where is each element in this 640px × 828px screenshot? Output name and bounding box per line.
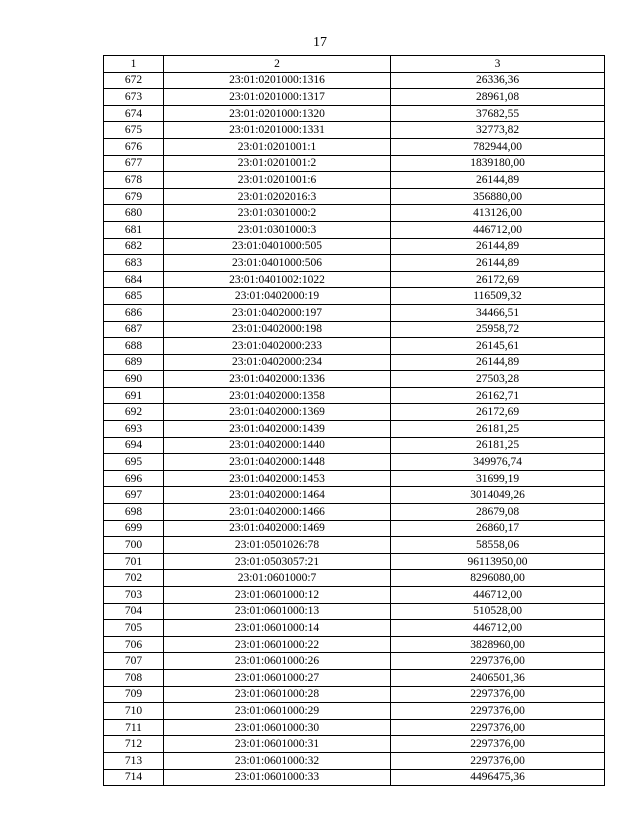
- value-cell: 3014049,26: [391, 487, 605, 504]
- cadastral-number-cell: 23:01:0601000:30: [164, 719, 391, 736]
- value-cell: 26144,89: [391, 354, 605, 371]
- value-cell: 2297376,00: [391, 752, 605, 769]
- value-cell: 2297376,00: [391, 653, 605, 670]
- table-row: [104, 603, 605, 620]
- value-cell: 26172,69: [391, 271, 605, 288]
- cadastral-number-cell: 23:01:0402000:234: [164, 354, 391, 371]
- table-row: [104, 371, 605, 388]
- row-number-cell: 680: [104, 205, 164, 222]
- row-number-cell: 710: [104, 703, 164, 720]
- row-number-cell: 692: [104, 404, 164, 421]
- value-cell: 27503,28: [391, 371, 605, 388]
- value-cell: 26860,17: [391, 520, 605, 537]
- cadastral-number-cell: 23:01:0402000:19: [164, 288, 391, 305]
- value-cell: 26336,36: [391, 72, 605, 89]
- table-row: [104, 570, 605, 587]
- value-cell: 446712,00: [391, 620, 605, 637]
- cadastral-number-cell: 23:01:0201001:6: [164, 172, 391, 189]
- cadastral-number-cell: 23:01:0402000:1453: [164, 470, 391, 487]
- value-cell: 8296080,00: [391, 570, 605, 587]
- row-number-cell: 712: [104, 736, 164, 753]
- value-cell: 25958,72: [391, 321, 605, 338]
- cadastral-value-table: [103, 55, 605, 786]
- row-number-cell: 679: [104, 188, 164, 205]
- cadastral-number-cell: 23:01:0402000:1464: [164, 487, 391, 504]
- table-row: [104, 421, 605, 438]
- table-row: [104, 321, 605, 338]
- table-row: [104, 620, 605, 637]
- table-row: [104, 288, 605, 305]
- table-row: [104, 669, 605, 686]
- row-number-cell: 676: [104, 138, 164, 155]
- value-cell: 413126,00: [391, 205, 605, 222]
- value-cell: 26162,71: [391, 387, 605, 404]
- row-number-cell: 695: [104, 454, 164, 471]
- column-header-3: 3: [391, 56, 605, 73]
- value-cell: 1839180,00: [391, 155, 605, 172]
- table-row: [104, 354, 605, 371]
- cadastral-number-cell: 23:01:0201000:1320: [164, 105, 391, 122]
- row-number-cell: 709: [104, 686, 164, 703]
- row-number-cell: 708: [104, 669, 164, 686]
- cadastral-number-cell: 23:01:0601000:31: [164, 736, 391, 753]
- cadastral-number-cell: 23:01:0301000:3: [164, 221, 391, 238]
- table-row: [104, 487, 605, 504]
- cadastral-number-cell: 23:01:0501026:78: [164, 537, 391, 554]
- row-number-cell: 713: [104, 752, 164, 769]
- value-cell: 2297376,00: [391, 686, 605, 703]
- row-number-cell: 704: [104, 603, 164, 620]
- table-row: [104, 155, 605, 172]
- table-row: [104, 454, 605, 471]
- row-number-cell: 700: [104, 537, 164, 554]
- value-cell: 26145,61: [391, 338, 605, 355]
- value-cell: 26144,89: [391, 172, 605, 189]
- cadastral-number-cell: 23:01:0601000:22: [164, 636, 391, 653]
- value-cell: 31699,19: [391, 470, 605, 487]
- value-cell: 32773,82: [391, 122, 605, 139]
- cadastral-number-cell: 23:01:0402000:1439: [164, 421, 391, 438]
- table-row: [104, 255, 605, 272]
- table-header: [104, 56, 605, 73]
- cadastral-number-cell: 23:01:0402000:1358: [164, 387, 391, 404]
- table-row: [104, 188, 605, 205]
- cadastral-number-cell: 23:01:0201001:2: [164, 155, 391, 172]
- value-cell: 2406501,36: [391, 669, 605, 686]
- table-row: [104, 138, 605, 155]
- row-number-cell: 690: [104, 371, 164, 388]
- page-number: 17: [313, 35, 327, 50]
- table-row: [104, 105, 605, 122]
- value-cell: 96113950,00: [391, 553, 605, 570]
- table-body: [104, 72, 605, 786]
- cadastral-number-cell: 23:01:0601000:28: [164, 686, 391, 703]
- value-cell: 446712,00: [391, 587, 605, 604]
- cadastral-number-cell: 23:01:0402000:233: [164, 338, 391, 355]
- row-number-cell: 702: [104, 570, 164, 587]
- row-number-cell: 684: [104, 271, 164, 288]
- cadastral-number-cell: 23:01:0401000:505: [164, 238, 391, 255]
- value-cell: 2297376,00: [391, 736, 605, 753]
- value-cell: 37682,55: [391, 105, 605, 122]
- row-number-cell: 683: [104, 255, 164, 272]
- cadastral-number-cell: 23:01:0401000:506: [164, 255, 391, 272]
- cadastral-number-cell: 23:01:0402000:197: [164, 304, 391, 321]
- value-cell: 782944,00: [391, 138, 605, 155]
- value-cell: 116509,32: [391, 288, 605, 305]
- table-row: [104, 172, 605, 189]
- table-row: [104, 769, 605, 786]
- cadastral-number-cell: 23:01:0201000:1316: [164, 72, 391, 89]
- cadastral-number-cell: 23:01:0402000:1469: [164, 520, 391, 537]
- table-row: [104, 587, 605, 604]
- table-row: [104, 205, 605, 222]
- cadastral-number-cell: 23:01:0601000:12: [164, 587, 391, 604]
- row-number-cell: 693: [104, 421, 164, 438]
- row-number-cell: 714: [104, 769, 164, 786]
- cadastral-number-cell: 23:01:0601000:13: [164, 603, 391, 620]
- row-number-cell: 685: [104, 288, 164, 305]
- cadastral-number-cell: 23:01:0201001:1: [164, 138, 391, 155]
- table-row: [104, 271, 605, 288]
- table-row: [104, 703, 605, 720]
- cadastral-number-cell: 23:01:0401002:1022: [164, 271, 391, 288]
- row-number-cell: 688: [104, 338, 164, 355]
- table-row: [104, 221, 605, 238]
- table-row: [104, 636, 605, 653]
- value-cell: 356880,00: [391, 188, 605, 205]
- cadastral-number-cell: 23:01:0601000:7: [164, 570, 391, 587]
- column-header-2: 2: [164, 56, 391, 73]
- row-number-cell: 696: [104, 470, 164, 487]
- cadastral-number-cell: 23:01:0601000:27: [164, 669, 391, 686]
- table-row: [104, 304, 605, 321]
- value-cell: 26144,89: [391, 238, 605, 255]
- row-number-cell: 678: [104, 172, 164, 189]
- cadastral-number-cell: 23:01:0402000:1466: [164, 504, 391, 521]
- table-row: [104, 89, 605, 106]
- column-header-1: 1: [104, 56, 164, 73]
- row-number-cell: 681: [104, 221, 164, 238]
- cadastral-number-cell: 23:01:0301000:2: [164, 205, 391, 222]
- table-row: [104, 752, 605, 769]
- header-row: [104, 56, 605, 73]
- value-cell: 510528,00: [391, 603, 605, 620]
- value-cell: 28679,08: [391, 504, 605, 521]
- row-number-cell: 697: [104, 487, 164, 504]
- row-number-cell: 707: [104, 653, 164, 670]
- row-number-cell: 682: [104, 238, 164, 255]
- table-row: [104, 387, 605, 404]
- table-row: [104, 504, 605, 521]
- table-row: [104, 719, 605, 736]
- cadastral-number-cell: 23:01:0402000:1448: [164, 454, 391, 471]
- value-cell: 446712,00: [391, 221, 605, 238]
- row-number-cell: 689: [104, 354, 164, 371]
- value-cell: 34466,51: [391, 304, 605, 321]
- value-cell: 4496475,36: [391, 769, 605, 786]
- row-number-cell: 687: [104, 321, 164, 338]
- table-row: [104, 238, 605, 255]
- table-row: [104, 437, 605, 454]
- cadastral-number-cell: 23:01:0503057:21: [164, 553, 391, 570]
- cadastral-number-cell: 23:01:0402000:1440: [164, 437, 391, 454]
- value-cell: 26172,69: [391, 404, 605, 421]
- row-number-cell: 686: [104, 304, 164, 321]
- row-number-cell: 705: [104, 620, 164, 637]
- row-number-cell: 677: [104, 155, 164, 172]
- cadastral-number-cell: 23:01:0402000:1336: [164, 371, 391, 388]
- row-number-cell: 694: [104, 437, 164, 454]
- row-number-cell: 691: [104, 387, 164, 404]
- table-row: [104, 122, 605, 139]
- cadastral-number-cell: 23:01:0601000:26: [164, 653, 391, 670]
- value-cell: 2297376,00: [391, 719, 605, 736]
- row-number-cell: 672: [104, 72, 164, 89]
- cadastral-number-cell: 23:01:0201000:1331: [164, 122, 391, 139]
- row-number-cell: 673: [104, 89, 164, 106]
- table-row: [104, 686, 605, 703]
- cadastral-number-cell: 23:01:0402000:198: [164, 321, 391, 338]
- row-number-cell: 699: [104, 520, 164, 537]
- row-number-cell: 675: [104, 122, 164, 139]
- value-cell: 3828960,00: [391, 636, 605, 653]
- table-row: [104, 404, 605, 421]
- cadastral-number-cell: 23:01:0601000:33: [164, 769, 391, 786]
- table-row: [104, 537, 605, 554]
- value-cell: 26181,25: [391, 421, 605, 438]
- table-row: [104, 736, 605, 753]
- cadastral-number-cell: 23:01:0601000:14: [164, 620, 391, 637]
- cadastral-number-cell: 23:01:0402000:1369: [164, 404, 391, 421]
- value-cell: 28961,08: [391, 89, 605, 106]
- cadastral-number-cell: 23:01:0601000:29: [164, 703, 391, 720]
- cadastral-number-cell: 23:01:0601000:32: [164, 752, 391, 769]
- table-row: [104, 520, 605, 537]
- table-row: [104, 72, 605, 89]
- row-number-cell: 706: [104, 636, 164, 653]
- value-cell: 26181,25: [391, 437, 605, 454]
- value-cell: 2297376,00: [391, 703, 605, 720]
- value-cell: 349976,74: [391, 454, 605, 471]
- value-cell: 26144,89: [391, 255, 605, 272]
- row-number-cell: 711: [104, 719, 164, 736]
- table-row: [104, 470, 605, 487]
- cadastral-number-cell: 23:01:0202016:3: [164, 188, 391, 205]
- cadastral-number-cell: 23:01:0201000:1317: [164, 89, 391, 106]
- row-number-cell: 701: [104, 553, 164, 570]
- row-number-cell: 698: [104, 504, 164, 521]
- table-row: [104, 338, 605, 355]
- table-row: [104, 653, 605, 670]
- table-row: [104, 553, 605, 570]
- row-number-cell: 703: [104, 587, 164, 604]
- row-number-cell: 674: [104, 105, 164, 122]
- value-cell: 58558,06: [391, 537, 605, 554]
